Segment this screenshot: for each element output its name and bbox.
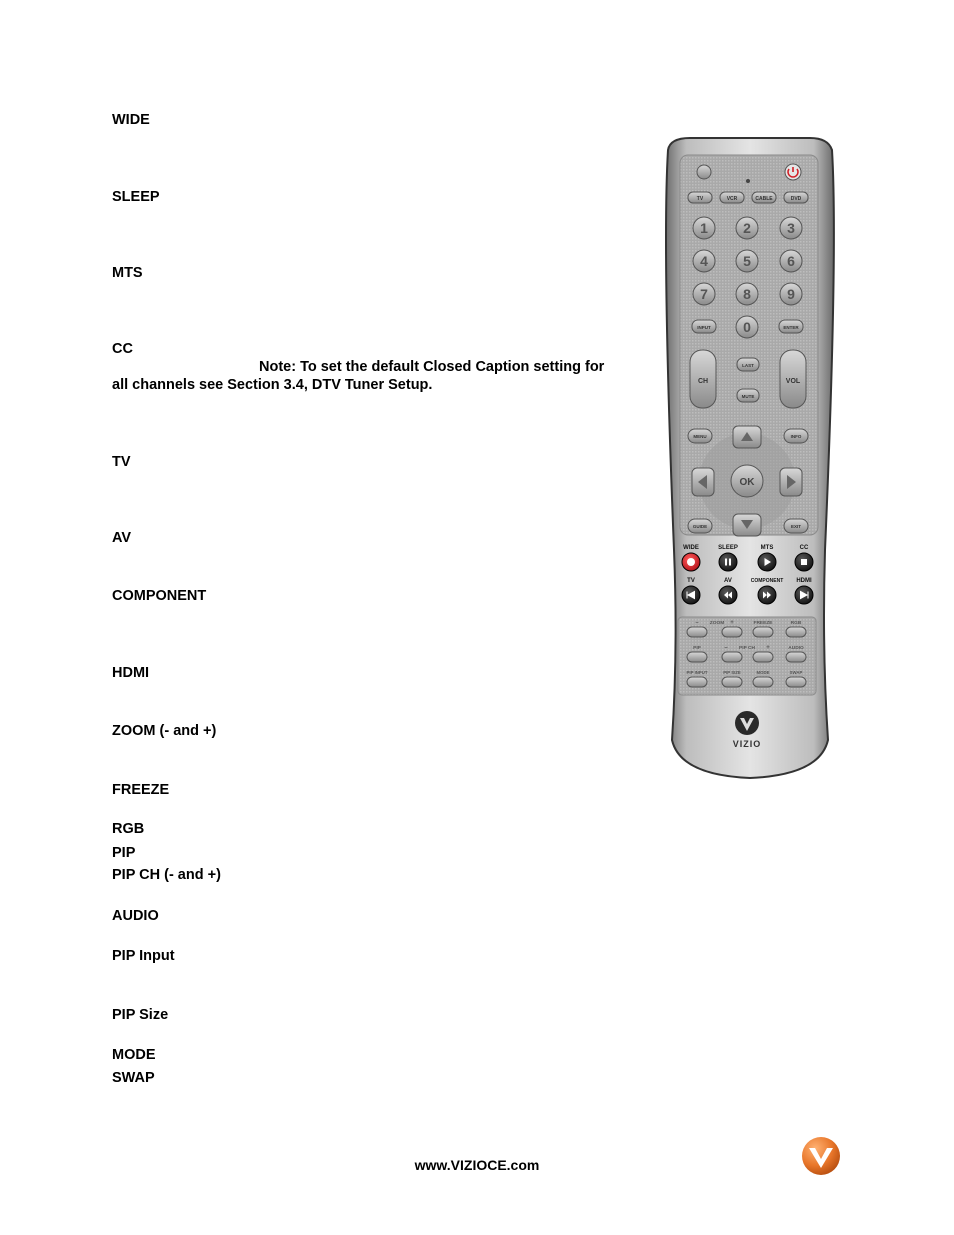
vizio-logo-badge bbox=[800, 1135, 842, 1177]
remote-vol-label: VOL bbox=[785, 378, 801, 385]
remote-pip-button bbox=[786, 652, 806, 662]
remote-led-indicator bbox=[746, 179, 750, 183]
pause-icon bbox=[725, 559, 727, 566]
remote-pip-label: AUDIO bbox=[788, 646, 804, 651]
remote-info-label: INFO bbox=[790, 434, 802, 439]
remote-function-label: HDMI bbox=[796, 578, 812, 584]
term-sleep: SLEEP bbox=[112, 189, 160, 205]
remote-digit-label: 8 bbox=[743, 286, 751, 302]
remote-pip-label: PIP bbox=[693, 646, 701, 651]
remote-pip-label: SWAP bbox=[789, 670, 803, 675]
term-zoom: ZOOM (- and +) bbox=[112, 723, 217, 739]
pause-icon bbox=[729, 559, 731, 566]
term-freeze: FREEZE bbox=[112, 782, 170, 798]
term-pip-ch: PIP CH (- and +) bbox=[112, 867, 221, 883]
remote-pip-button bbox=[753, 627, 773, 637]
remote-function-label: CC bbox=[799, 545, 809, 551]
remote-digit-label: 9 bbox=[787, 286, 795, 302]
remote-digit-label: 7 bbox=[700, 286, 708, 302]
term-cc: CC bbox=[112, 341, 133, 357]
remote-pip-label: PIP SIZE bbox=[723, 670, 741, 675]
remote-control-illustration bbox=[650, 130, 845, 785]
remote-pip-button bbox=[722, 627, 742, 637]
term-mts: MTS bbox=[112, 265, 143, 281]
remote-pip-label: + bbox=[730, 620, 734, 626]
note-line-1: Note: To set the default Closed Caption setting for bbox=[259, 359, 605, 375]
remote-pip-label: MODE bbox=[756, 670, 770, 675]
remote-pip-label: FREEZE bbox=[753, 621, 773, 626]
remote-function-label: SLEEP bbox=[718, 545, 738, 551]
logo-circle bbox=[802, 1137, 840, 1175]
remote-digit-label: 3 bbox=[787, 220, 795, 236]
footer-url: www.VIZIOCE.com bbox=[414, 1157, 540, 1173]
remote-pip-label: PIP INPUT bbox=[686, 670, 708, 675]
remote-pip-label: – bbox=[695, 620, 699, 626]
note-line-2: all channels see Section 3.4, DTV Tuner Setup. bbox=[112, 377, 433, 393]
remote-digit-label: 4 bbox=[700, 253, 708, 269]
remote-pip-button bbox=[687, 652, 707, 662]
remote-pip-label: – bbox=[724, 645, 728, 651]
remote-pip-button bbox=[722, 652, 742, 662]
record-icon bbox=[687, 558, 695, 566]
remote-pip-label: PIP CH bbox=[739, 646, 755, 651]
remote-last-label: LAST bbox=[742, 363, 754, 368]
remote-digit-label: 6 bbox=[787, 253, 795, 269]
remote-digit-label: 1 bbox=[700, 220, 708, 236]
remote-digit-label: 2 bbox=[743, 220, 751, 236]
remote-pip-button bbox=[753, 677, 773, 687]
term-component: COMPONENT bbox=[112, 588, 207, 604]
term-pip-input: PIP Input bbox=[112, 948, 175, 964]
term-pip: PIP bbox=[112, 845, 136, 861]
remote-brand-label: VIZIO bbox=[732, 739, 762, 749]
remote-pip-button bbox=[722, 677, 742, 687]
remote-digit-label: 0 bbox=[743, 319, 751, 335]
remote-pip-button bbox=[786, 627, 806, 637]
term-rgb: RGB bbox=[112, 821, 145, 837]
term-tv: TV bbox=[112, 454, 131, 470]
term-hdmi: HDMI bbox=[112, 665, 150, 681]
remote-mute-label: MUTE bbox=[741, 394, 755, 399]
remote-digit-label: 5 bbox=[743, 253, 751, 269]
term-pip-size: PIP Size bbox=[112, 1007, 169, 1023]
term-audio: AUDIO bbox=[112, 908, 159, 924]
remote-tv-power-button bbox=[697, 165, 711, 179]
remote-function-label: COMPONENT bbox=[750, 578, 784, 584]
remote-ok-label: OK bbox=[739, 477, 755, 488]
remote-pip-label: ZOOM bbox=[709, 621, 725, 626]
term-mode: MODE bbox=[112, 1047, 156, 1063]
remote-source-label: DVD bbox=[790, 196, 802, 202]
remote-vizio-logo bbox=[735, 711, 759, 735]
remote-function-button bbox=[719, 553, 737, 571]
remote-function-label: WIDE bbox=[683, 545, 699, 551]
remote-source-label: CABLE bbox=[755, 196, 773, 202]
remote-pip-label: + bbox=[766, 645, 770, 651]
term-wide: WIDE bbox=[112, 112, 150, 128]
remote-guide-label: GUIDE bbox=[692, 524, 708, 529]
remote-source-label: TV bbox=[696, 196, 704, 202]
term-av: AV bbox=[112, 530, 132, 546]
remote-ch-label: CH bbox=[697, 378, 709, 385]
remote-function-label: TV bbox=[687, 578, 695, 584]
remote-source-label: VCR bbox=[726, 196, 738, 202]
remote-pip-label: RGB bbox=[790, 621, 802, 626]
remote-function-label: AV bbox=[724, 578, 732, 584]
remote-function-label: MTS bbox=[760, 545, 774, 551]
remote-pip-button bbox=[786, 677, 806, 687]
remote-pip-button bbox=[687, 677, 707, 687]
stop-icon bbox=[801, 559, 807, 565]
remote-pip-button bbox=[753, 652, 773, 662]
remote-enter-label: ENTER bbox=[783, 325, 799, 330]
remote-input-label: INPUT bbox=[697, 325, 711, 330]
term-swap: SWAP bbox=[112, 1070, 155, 1086]
remote-pip-button bbox=[687, 627, 707, 637]
remote-menu-label: MENU bbox=[693, 434, 707, 439]
remote-exit-label: EXIT bbox=[790, 524, 802, 529]
